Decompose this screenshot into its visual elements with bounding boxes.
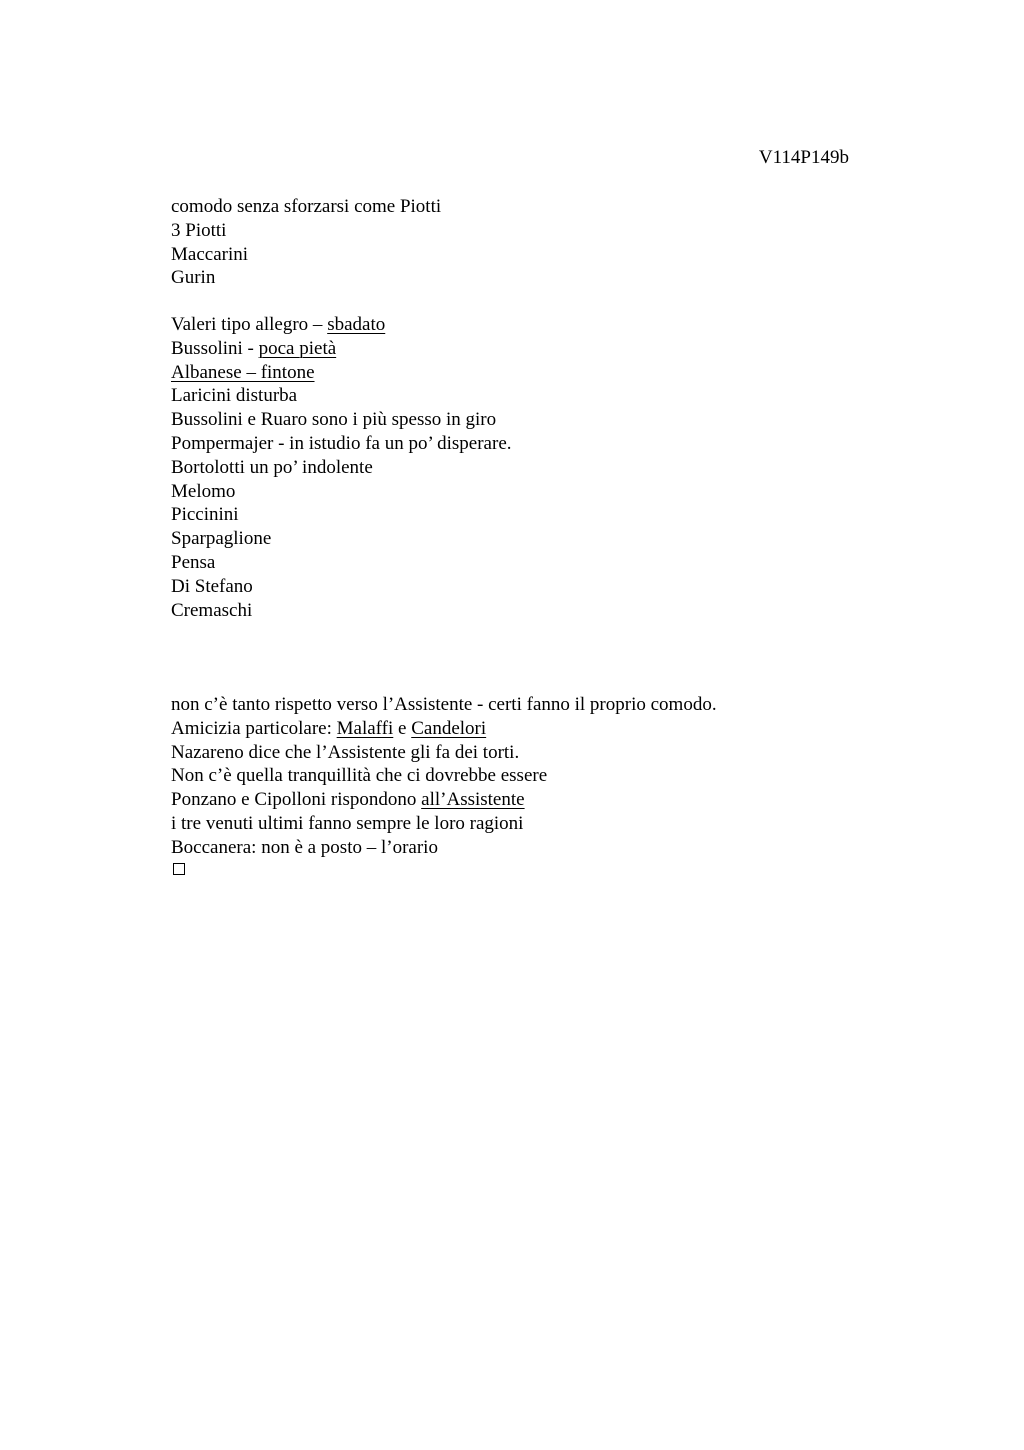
note-line: Maccarini bbox=[171, 243, 249, 265]
note-text: Ponzano e Cipolloni rispondono bbox=[171, 789, 422, 811]
notes-block-intro bbox=[171, 195, 441, 290]
page-identifier: V114P149b bbox=[758, 147, 849, 168]
note-line: Laricini disturba bbox=[171, 385, 298, 407]
underlined-text: all’Assistente bbox=[421, 789, 525, 811]
note-line: Boccanera: non è a posto – l’orario bbox=[171, 836, 438, 858]
note-text: Amicizia particolare: bbox=[171, 717, 337, 739]
note-line: Bortolotti un po’ indolente bbox=[171, 456, 373, 478]
note-line: Bussolini e Ruaro sono i più spesso in giro bbox=[171, 409, 497, 431]
note-line-ponzano bbox=[171, 788, 717, 812]
note-line-albanese bbox=[171, 361, 512, 385]
underlined-text: Albanese – fintone bbox=[171, 361, 315, 383]
note-line: comodo senza sforzarsi come Piotti bbox=[171, 196, 442, 217]
note-line: Non c’è quella tranquillità che ci dovrebbe essere bbox=[171, 765, 548, 787]
underlined-text: sbadato bbox=[327, 314, 386, 335]
note-line: Sparpaglione bbox=[171, 528, 272, 550]
note-line: Pompermajer - in istudio fa un po’ disperare. bbox=[171, 432, 512, 454]
underlined-text: poca pietà bbox=[258, 337, 337, 359]
note-line: non c’è tanto rispetto verso l’Assistente - certi fanno il proprio comodo. bbox=[171, 694, 717, 715]
note-line: Di Stefano bbox=[171, 575, 253, 597]
notes-block-names bbox=[171, 313, 512, 622]
note-line-amicizia bbox=[171, 717, 717, 741]
note-line-valeri bbox=[171, 313, 512, 337]
note-line-bussolini bbox=[171, 337, 512, 361]
underlined-text: Malaffi bbox=[336, 717, 394, 739]
note-text: Bussolini - bbox=[171, 337, 259, 359]
note-line: Gurin bbox=[171, 267, 216, 289]
note-line: Nazareno dice che l’Assistente gli fa dei torti. bbox=[171, 741, 520, 763]
note-line: Melomo bbox=[171, 480, 236, 502]
note-text: Valeri tipo allegro – bbox=[171, 314, 328, 335]
note-line: i tre venuti ultimi fanno sempre le loro ragioni bbox=[171, 812, 524, 834]
note-line: 3 Piotti bbox=[171, 219, 227, 241]
note-text: e bbox=[393, 717, 412, 739]
checkbox-square[interactable] bbox=[173, 863, 185, 875]
notes-block-observations bbox=[171, 693, 717, 860]
underlined-text: Candelori bbox=[411, 717, 487, 739]
note-line: Pensa bbox=[171, 551, 216, 573]
note-line: Piccinini bbox=[171, 504, 239, 526]
note-line: Cremaschi bbox=[171, 599, 253, 621]
